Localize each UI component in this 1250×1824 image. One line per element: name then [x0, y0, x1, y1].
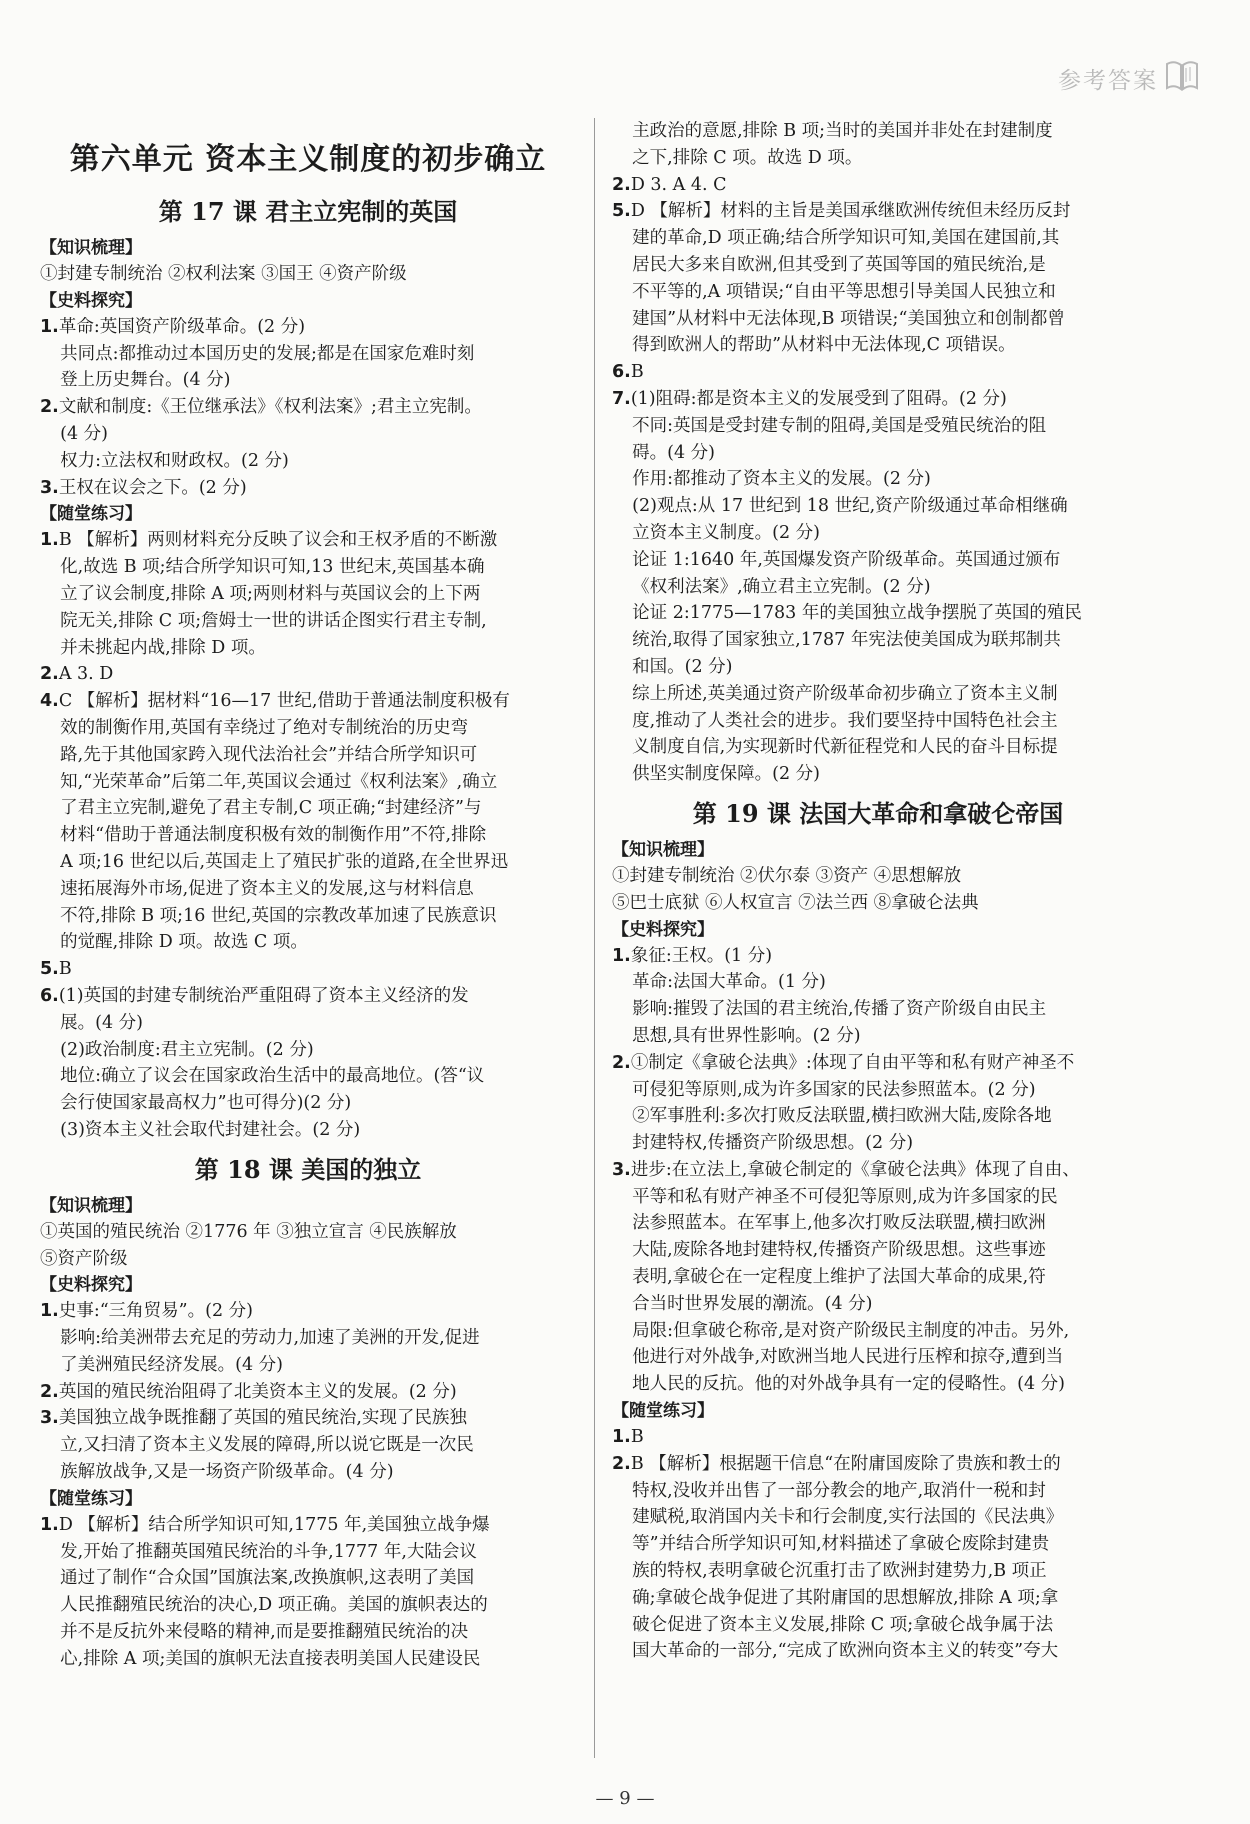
answer-line: [612, 252, 1144, 279]
line-text: 供坚实制度保障。(2 分): [632, 764, 820, 785]
line-text: 作用:都推动了资本主义的发展。(2 分): [632, 469, 931, 490]
line-text: 特权,没收并出售了一部分教会的地产,取消什一税和封: [632, 1480, 1046, 1501]
item-number: 6.: [40, 985, 59, 1006]
item-number: 1.: [40, 1514, 59, 1535]
item-number: 4.: [40, 691, 59, 712]
answer-line: [612, 1478, 1144, 1505]
item-number: 2.: [40, 397, 59, 418]
line-text: 他进行对外战争,对欧洲当地人民进行压榨和掠夺,遭到当: [632, 1347, 1064, 1368]
line-text: 【知识梳理】: [40, 1195, 142, 1216]
answer-line: [40, 608, 576, 635]
answer-line: [40, 769, 576, 796]
answer-line: [612, 1077, 1144, 1104]
line-text: 人民推翻殖民统治的决心,D 项正确。美国的旗帜表达的: [60, 1595, 488, 1616]
line-text: 表明,拿破仑在一定程度上维护了法国大革命的成果,符: [632, 1267, 1046, 1288]
line-text: 效的制衡作用,英国有幸绕过了绝对专制统治的历史弯: [60, 717, 469, 738]
answer-line: [40, 903, 576, 930]
line-text: 立资本主义制度。(2 分): [632, 522, 820, 543]
line-text: D 3. A 4. C: [630, 174, 727, 195]
line-text: 心,排除 A 项;美国的旗帜无法直接表明美国人民建设民: [60, 1648, 481, 1669]
answer-line: [40, 581, 576, 608]
answer-item: [40, 983, 576, 1010]
line-text: 可侵犯等原则,成为许多国家的民法参照蓝本。(2 分): [632, 1079, 1036, 1100]
line-text: 【随堂练习】: [40, 504, 142, 525]
answer-line: [612, 1210, 1144, 1237]
line-text: 展。(4 分): [60, 1012, 143, 1033]
answer-item: [40, 956, 576, 983]
answer-line: [612, 654, 1144, 681]
line-text: 确;拿破仑战争促进了其附庸国的思想解放,排除 A 项;拿: [632, 1587, 1059, 1608]
answer-line: [40, 1565, 576, 1592]
answer-line: [612, 1264, 1144, 1291]
answer-item: [612, 1157, 1144, 1184]
line-text: 第 19 课 法国大革命和拿破仑帝国: [692, 798, 1064, 828]
answer-line: [612, 413, 1144, 440]
answer-line: [40, 1646, 576, 1673]
answer-item: [40, 314, 576, 341]
answer-line: [612, 279, 1144, 306]
line-text: B: [630, 362, 644, 383]
answer-item: [612, 172, 1144, 199]
answer-line: [612, 520, 1144, 547]
line-text: (2)观点:从 17 世纪到 18 世纪,资产阶级通过革命相继确: [632, 496, 1068, 517]
item-number: 1.: [40, 1301, 59, 1322]
line-text: ①英国的殖民统治 ②1776 年 ③独立宣言 ④民族解放: [40, 1221, 457, 1242]
answer-item: [612, 863, 1144, 890]
line-text: D 【解析】材料的主旨是美国承继欧洲传统但未经历反封: [630, 201, 1071, 222]
line-text: 【随堂练习】: [612, 1401, 714, 1422]
line-text: 等”并结合所学知识可知,材料描述了拿破仑废除封建贵: [632, 1534, 1050, 1555]
answer-line: [612, 1344, 1144, 1371]
line-text: 思想,具有世界性影响。(2 分): [632, 1025, 861, 1046]
line-text: 法参照蓝本。在军事上,他多次打败反法联盟,横扫欧洲: [632, 1213, 1046, 1234]
answer-line: [612, 547, 1144, 574]
line-text: 【知识梳理】: [612, 839, 714, 860]
line-text: 知,“光荣革命”后第二年,英国议会通过《权利法案》,确立: [60, 771, 498, 792]
line-text: 平等和私有财产神圣不可侵犯等原则,成为许多国家的民: [632, 1186, 1058, 1207]
line-text: ②军事胜利:多次打败反法联盟,横扫欧洲大陆,废除各地: [632, 1106, 1052, 1127]
line-text: 【史料探究】: [40, 1275, 142, 1296]
line-text: 得到欧洲人的帮助”从材料中无法体现,C 项错误。: [632, 335, 1016, 356]
item-number: 2.: [612, 174, 631, 195]
line-text: 材料“借助于普通法制度积极有效的制衡作用”不符,排除: [60, 825, 487, 846]
line-text: 地人民的反抗。他的对外战争具有一定的侵略性。(4 分): [632, 1374, 1065, 1395]
line-text: 王权在议会之下。(2 分): [58, 477, 247, 498]
answer-item: [40, 1246, 576, 1273]
section-heading: [40, 1486, 576, 1512]
answer-line: [612, 574, 1144, 601]
answer-line: [612, 1130, 1144, 1157]
line-text: 《权利法案》,确立君主立宪制。(2 分): [632, 576, 931, 597]
line-text: 不平等的,A 项错误;“自由平等思想引导美国人民独立和: [632, 281, 1056, 302]
line-text: 并不是反抗外来侵略的精神,而是要推翻殖民统治的决: [60, 1622, 469, 1643]
answer-line: [612, 1023, 1144, 1050]
line-text: (3)资本主义社会取代封建社会。(2 分): [60, 1119, 361, 1140]
answer-line: [40, 1010, 576, 1037]
answer-line: [40, 635, 576, 662]
line-text: 文献和制度:《王位继承法》《权利法案》;君主立宪制。: [58, 397, 482, 418]
answer-line: [40, 929, 576, 956]
left-column: [40, 118, 576, 1673]
line-text: 化,故选 B 项;结合所学知识可知,13 世纪末,英国基本确: [60, 557, 485, 578]
answer-item: [612, 1451, 1144, 1478]
answer-line: [40, 795, 576, 822]
line-text: 破仑促进了资本主义发展,排除 C 项;拿破仑战争属于法: [632, 1614, 1054, 1635]
line-text: ①制定《拿破仑法典》:体现了自由平等和私有财产神圣不: [630, 1052, 1075, 1073]
line-text: 统治,取得了国家独立,1787 年宪法使美国成为联邦制共: [632, 630, 1061, 651]
line-text: 院无关,排除 C 项;詹姆士一世的讲话企图实行君主专制,: [60, 610, 487, 631]
section-heading: [40, 1193, 576, 1219]
line-text: 族解放战争,又是一场资产阶级革命。(4 分): [60, 1462, 394, 1483]
answer-line: [612, 969, 1144, 996]
answer-line: [612, 1318, 1144, 1345]
answer-item: [40, 688, 576, 715]
section-heading: [40, 235, 576, 261]
line-text: 综上所述,英美通过资产阶级革命初步确立了资本主义制: [632, 683, 1058, 704]
line-text: (4 分): [60, 423, 108, 444]
line-text: 大陆,废除各地封建特权,传播资产阶级思想。这些事迹: [632, 1240, 1046, 1261]
line-text: 封建特权,传播资产阶级思想。(2 分): [632, 1133, 914, 1154]
line-text: 地位:确立了议会在国家政治生活中的最高地位。(答“议: [60, 1066, 485, 1087]
line-text: (1)英国的封建专制统治严重阻碍了资本主义经济的发: [58, 985, 469, 1006]
line-text: ⑤资产阶级: [40, 1248, 128, 1269]
line-text: 发,开始了推翻英国殖民统治的斗争,1777 年,大陆会议: [60, 1541, 477, 1562]
answer-item: [40, 1298, 576, 1325]
line-text: 影响:给美洲带去充足的劳动力,加速了美洲的开发,促进: [60, 1328, 480, 1349]
answer-line: [40, 742, 576, 769]
item-number: 1.: [40, 316, 59, 337]
item-number: 1.: [612, 1427, 631, 1448]
line-text: 主政治的意愿,排除 B 项;当时的美国并非处在封建制度: [632, 121, 1053, 141]
line-text: 并未挑起内战,排除 D 项。: [60, 637, 266, 658]
answer-line: [40, 849, 576, 876]
line-text: 第 18 课 美国的独立: [194, 1154, 422, 1184]
answer-line: [612, 1237, 1144, 1264]
answer-line: [40, 1117, 576, 1144]
answer-line: [612, 681, 1144, 708]
answer-item: [40, 1405, 576, 1432]
answer-line: [612, 1558, 1144, 1585]
item-number: 6.: [612, 362, 631, 383]
line-text: 国大革命的一部分,“完成了欧洲向资本主义的转变”夸大: [632, 1641, 1059, 1662]
line-text: A 3. D: [58, 664, 114, 685]
answer-line: [612, 1585, 1144, 1612]
answer-line: [612, 996, 1144, 1023]
section-heading: [40, 1272, 576, 1298]
answer-item: [612, 943, 1144, 970]
answer-line: [40, 1352, 576, 1379]
answer-item: [612, 1424, 1144, 1451]
line-text: B 【解析】两则材料充分反映了议会和王权矛盾的不断激: [58, 530, 498, 551]
answer-line: [612, 761, 1144, 788]
answer-line: [40, 1090, 576, 1117]
answer-line: [40, 1063, 576, 1090]
answer-item: [612, 386, 1144, 413]
line-text: 碍。(4 分): [632, 442, 715, 463]
answer-line: [40, 876, 576, 903]
answer-line: [40, 367, 576, 394]
line-text: 度,推动了人类社会的进步。我们要坚持中国特色社会主: [632, 710, 1058, 731]
answer-line: [612, 734, 1144, 761]
item-number: 5.: [612, 201, 631, 222]
item-number: 1.: [612, 945, 631, 966]
section-heading: [612, 1398, 1144, 1424]
answer-line: [612, 440, 1144, 467]
lesson-title: [40, 192, 576, 227]
answer-item: [40, 475, 576, 502]
answer-line: [612, 306, 1144, 333]
unit-title: [40, 134, 576, 178]
line-text: B: [58, 959, 72, 980]
line-text: 建赋税,取消国内关卡和行会制度,实行法国的《民法典》: [632, 1507, 1064, 1528]
answer-line: [40, 1592, 576, 1619]
line-text: 第 17 课 君主立宪制的英国: [158, 197, 458, 226]
line-text: 不同:英国是受封建专制的阻碍,美国是受殖民统治的阻: [632, 415, 1047, 436]
line-text: 登上历史舞台。(4 分): [60, 370, 231, 391]
line-text: 革命:法国大革命。(1 分): [632, 972, 826, 993]
line-text: 路,先于其他国家跨入现代法治社会”并结合所学知识可: [60, 744, 478, 765]
line-text: 【史料探究】: [612, 919, 714, 940]
line-text: 论证 2:1775—1783 年的美国独立战争摆脱了英国的殖民: [632, 603, 1082, 624]
answer-line: [40, 448, 576, 475]
line-text: B 【解析】根据题干信息“在附庸国废除了贵族和教士的: [630, 1453, 1061, 1474]
item-number: 2.: [612, 1453, 631, 1474]
answer-line: [40, 822, 576, 849]
item-number: 5.: [40, 959, 59, 980]
page-number: — 9 —: [595, 1788, 655, 1809]
section-heading: [612, 837, 1144, 863]
line-text: 美国独立战争既推翻了英国的殖民统治,实现了民族独: [58, 1408, 467, 1429]
answer-line: [612, 708, 1144, 735]
answer-line: [612, 118, 1144, 145]
answer-line: [40, 1459, 576, 1486]
item-number: 2.: [612, 1052, 631, 1073]
item-number: 1.: [40, 530, 59, 551]
item-number: 2.: [40, 1381, 59, 1402]
answer-item: [612, 359, 1144, 386]
answer-line: [40, 1432, 576, 1459]
answer-line: [612, 627, 1144, 654]
line-text: 通过了制作“合众国”国旗法案,改换旗帜,这表明了美国: [60, 1568, 475, 1589]
item-number: 2.: [40, 664, 59, 685]
answer-item: [40, 1512, 576, 1539]
answer-item: [40, 527, 576, 554]
item-number: 3.: [40, 477, 59, 498]
answer-line: [612, 1638, 1144, 1665]
line-text: 【史料探究】: [40, 290, 142, 311]
section-heading: [612, 917, 1144, 943]
answer-line: [40, 715, 576, 742]
line-text: C 【解析】据材料“16—17 世纪,借助于普通法制度积极有: [58, 691, 510, 712]
section-heading: [40, 288, 576, 314]
right-column: [612, 118, 1144, 1665]
answer-key-header: 参考答案: [1058, 68, 1158, 94]
answer-line: [612, 1291, 1144, 1318]
line-text: 史事:“三角贸易”。(2 分): [58, 1301, 253, 1322]
answer-line: [612, 600, 1144, 627]
line-text: 族的特权,表明拿破仑沉重打击了欧洲封建势力,B 项正: [632, 1561, 1047, 1582]
answer-line: [612, 466, 1144, 493]
answer-line: [40, 421, 576, 448]
answer-item: [40, 661, 576, 688]
item-number: 7.: [612, 388, 631, 409]
answer-item: [40, 261, 576, 288]
line-text: B: [630, 1427, 644, 1448]
line-text: 革命:英国资产阶级革命。(2 分): [58, 316, 306, 337]
line-text: 建的革命,D 项正确;结合所学知识可知,美国在建国前,其: [632, 228, 1060, 249]
line-text: 英国的殖民统治阻碍了北美资本主义的发展。(2 分): [58, 1381, 457, 1402]
column-divider: [594, 118, 595, 1758]
answer-line: [612, 1184, 1144, 1211]
answer-item: [612, 890, 1144, 917]
line-text: 建国”从材料中无法体现,B 项错误;“美国独立和创制都曾: [632, 308, 1065, 329]
line-text: 第六单元 资本主义制度的初步确立: [69, 142, 547, 177]
answer-item: [40, 394, 576, 421]
line-text: D 【解析】结合所学知识可知,1775 年,美国独立战争爆: [58, 1514, 490, 1535]
line-text: 速拓展海外市场,促进了资本主义的发展,这与材料信息: [60, 878, 474, 899]
line-text: (1)阻碍:都是资本主义的发展受到了阻碍。(2 分): [630, 388, 1007, 409]
line-text: 之下,排除 C 项。故选 D 项。: [632, 147, 863, 168]
answer-line: [40, 1325, 576, 1352]
answer-item: [40, 1379, 576, 1406]
line-text: ⑤巴士底狱 ⑥人权宣言 ⑦法兰西 ⑧拿破仑法典: [612, 892, 979, 913]
line-text: 【知识梳理】: [40, 238, 142, 258]
line-text: (2)政治制度:君主立宪制。(2 分): [60, 1039, 314, 1060]
line-text: 义制度自信,为实现新时代新征程党和人民的奋斗目标提: [632, 737, 1058, 758]
answer-line: [612, 1612, 1144, 1639]
item-number: 3.: [612, 1159, 631, 1180]
answer-line: [40, 1619, 576, 1646]
line-text: 居民大多来自欧洲,但其受到了英国等国的殖民统治,是: [632, 254, 1046, 275]
book-icon: [1164, 58, 1200, 92]
answer-line: [612, 1504, 1144, 1531]
line-text: 了美洲殖民经济发展。(4 分): [60, 1354, 283, 1375]
line-text: 【随堂练习】: [40, 1488, 142, 1509]
line-text: 会行使国家最高权力”也可得分)(2 分): [60, 1093, 352, 1114]
item-number: 3.: [40, 1408, 59, 1429]
answer-line: [40, 1539, 576, 1566]
answer-line: [40, 341, 576, 368]
line-text: 论证 1:1640 年,英国爆发资产阶级革命。英国通过颁布: [632, 549, 1061, 570]
line-text: 合当时世界发展的潮流。(4 分): [632, 1293, 873, 1314]
line-text: 象征:王权。(1 分): [630, 945, 773, 966]
line-text: 进步:在立法上,拿破仑制定的《拿破仑法典》体现了自由、: [630, 1159, 1080, 1180]
line-text: A 项;16 世纪以后,英国走上了殖民扩张的道路,在全世界迅: [60, 851, 509, 872]
answer-line: [612, 225, 1144, 252]
line-text: 和国。(2 分): [632, 656, 733, 677]
answer-line: [612, 1531, 1144, 1558]
line-text: ①封建专制统治 ②权利法案 ③国王 ④资产阶级: [40, 264, 407, 284]
answer-item: [612, 1050, 1144, 1077]
line-text: 了君主立宪制,避免了君主专制,C 项正确;“封建经济”与: [60, 798, 482, 819]
line-text: ①封建专制统治 ②伏尔泰 ③资产 ④思想解放: [612, 865, 962, 886]
answer-line: [40, 1037, 576, 1064]
answer-line: [612, 145, 1144, 172]
lesson-title: [612, 794, 1144, 829]
line-text: 立,又扫清了资本主义发展的障碍,所以说它既是一次民: [60, 1435, 474, 1456]
line-text: 的觉醒,排除 D 项。故选 C 项。: [60, 932, 308, 953]
line-text: 立了议会制度,排除 A 项;两则材料与英国议会的上下两: [60, 583, 481, 604]
answer-line: [612, 493, 1144, 520]
answer-item: [612, 198, 1144, 225]
line-text: 权力:立法权和财政权。(2 分): [60, 450, 289, 471]
lesson-title: [40, 1150, 576, 1185]
answer-item: [40, 1219, 576, 1246]
answer-line: [612, 1371, 1144, 1398]
line-text: 影响:摧毁了法国的君主统治,传播了资产阶级自由民主: [632, 999, 1047, 1020]
section-heading: [40, 501, 576, 527]
answer-line: [612, 1103, 1144, 1130]
line-text: 局限:但拿破仑称帝,是对资产阶级民主制度的冲击。另外,: [632, 1320, 1070, 1341]
answer-line: [40, 554, 576, 581]
line-text: 不符,排除 B 项;16 世纪,英国的宗教改革加速了民族意识: [60, 905, 497, 926]
answer-line: [612, 332, 1144, 359]
line-text: 共同点:都推动过本国历史的发展;都是在国家危难时刻: [60, 343, 475, 364]
